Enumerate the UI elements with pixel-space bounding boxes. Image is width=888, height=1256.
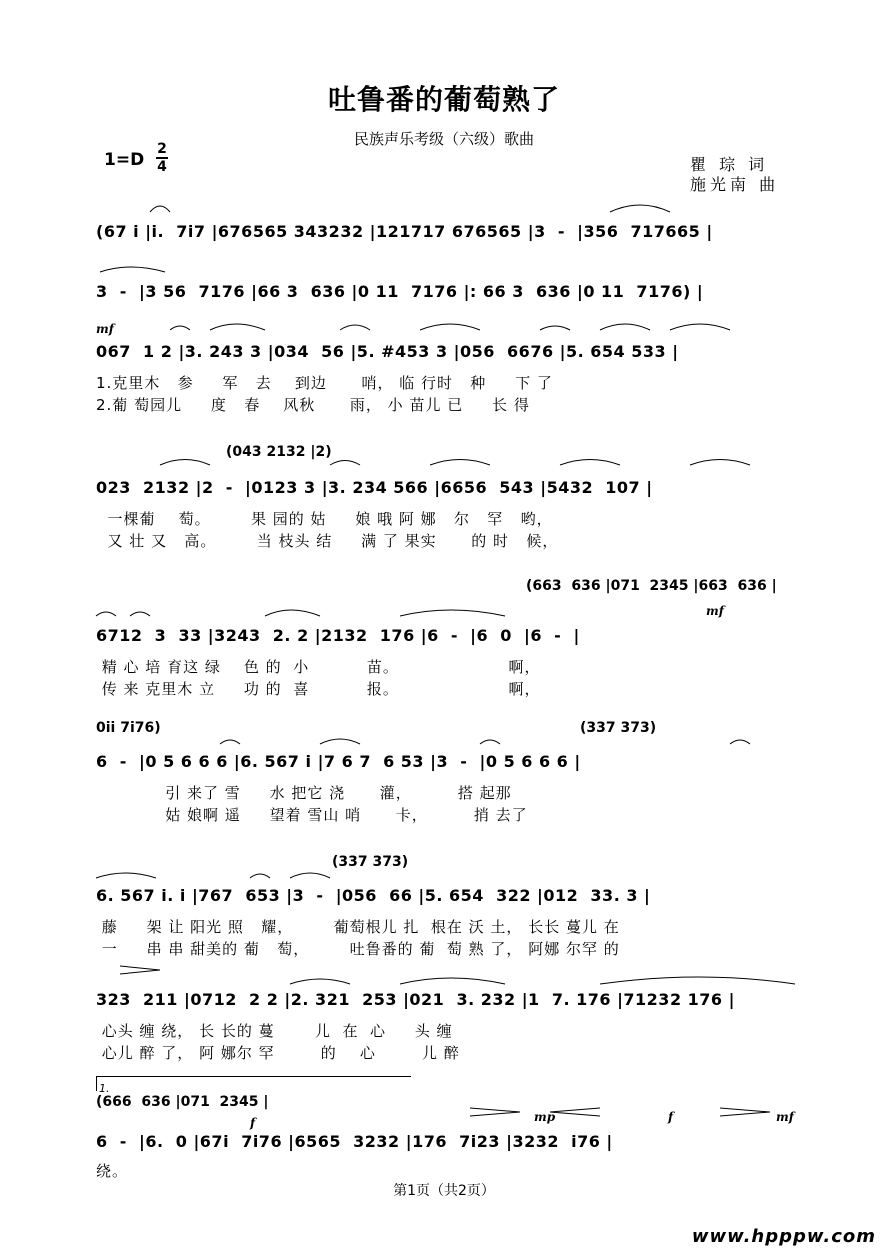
notation-line: 023 2132 |2 - |0123 3 |3. 234 566 |6656 543 |5432 107 | [96, 478, 653, 497]
lyric-verse-1: 精 心 培 育这 绿 色 的 小 苗。 啊， [96, 658, 541, 676]
notation-line: 6. 567 i. i |767 653 |3 - |056 66 |5. 654 322 |012 33. 3 | [96, 886, 651, 905]
interlude-notation: (337 373) [332, 854, 409, 870]
interlude-notation: (666 636 |071 2345 | [96, 1094, 269, 1110]
dynamic-marking-f: f [250, 1116, 256, 1130]
site-watermark: www.hpppw.com [691, 1226, 876, 1247]
lyric-verse-1: 引 来了 雪 水 把它 浇 灌， 搭 起那 [96, 784, 512, 802]
notation-line: 323 211 |0712 2 2 |2. 321 253 |021 3. 232 |1 7. 176 |71232 176 | [96, 990, 735, 1009]
notation-line: 6 - |6. 0 |67i 7i76 |6565 3232 |176 7i23 |3232 i76 | [96, 1132, 613, 1151]
dynamic-marking-f: f [668, 1110, 674, 1124]
interlude-notation: (043 2132 |2) [226, 444, 332, 460]
interlude-notation: 0ii 7i76) [96, 720, 161, 736]
meter-bottom: 4 [157, 159, 167, 175]
lyric-verse-1: 藤 架 让 阳光 照 耀， 葡萄根儿 扎 根在 沃 土， 长长 蔓儿 在 [96, 918, 620, 936]
song-subtitle: 民族声乐考级（六级）歌曲 [353, 130, 534, 148]
dynamic-marking-mp: mp [534, 1110, 556, 1124]
notation-line: (67 i |i. 7i7 |676565 343232 |121717 676565 |3 - |356 717665 | [96, 222, 713, 241]
lyric-verse-2: 2.葡 萄园儿 度 春 风秋 雨， 小 苗儿 已 长 得 [96, 396, 530, 414]
dynamic-marking: mf [706, 604, 724, 618]
meter-top: 2 [157, 141, 167, 157]
notation-line: 067 1 2 |3. 243 3 |034 56 |5. #453 3 |056 6676 |5. 654 533 | [96, 342, 679, 361]
dynamic-marking: mf [96, 322, 114, 336]
page-footer: 第1页（共2页） [393, 1183, 495, 1199]
composer-credit: 施光南 曲 [690, 175, 780, 194]
key-signature: 1=D [104, 150, 145, 170]
interlude-notation: (337 373) [580, 720, 657, 736]
lyric-verse-2: 一 串 串 甜美的 葡 萄， 吐鲁番的 葡 萄 熟 了， 阿娜 尔罕 的 [96, 940, 620, 958]
notation-line: 6712 3 33 |3243 2. 2 |2132 176 |6 - |6 0 |6 - | [96, 626, 580, 645]
dynamic-marking-mf: mf [776, 1110, 794, 1124]
lyric-verse-2: 传 来 克里木 立 功 的 喜 报。 啊， [96, 680, 541, 698]
notation-line: 3 - |3 56 7176 |66 3 636 |0 11 7176 |: 66 3 636 |0 11 7176) | [96, 282, 704, 301]
song-title: 吐鲁番的葡萄熟了 [327, 83, 560, 116]
lyric-verse-1: 一棵葡 萄。 果 园的 姑 娘 哦 阿 娜 尔 罕 哟， [96, 510, 553, 528]
lyric-verse-1: 心头 缠 绕， 长 长的 蔓 儿 在 心 头 缠 [96, 1022, 453, 1040]
lyric-verse-1: 绕。 [96, 1162, 129, 1180]
lyricist-credit: 瞿 琮 词 [690, 155, 769, 174]
interlude-notation: (663 636 |071 2345 |663 636 | [526, 578, 777, 594]
volta-label: 1. [99, 1082, 110, 1095]
lyric-verse-2: 姑 娘啊 遥 望着 雪山 哨 卡， 捎 去了 [96, 806, 528, 824]
lyric-verse-2: 心儿 醉 了， 阿 娜尔 罕 的 心 儿 醉 [96, 1044, 460, 1062]
lyric-verse-2: 又 壮 又 高。 当 枝头 结 满 了 果实 的 时 候， [96, 532, 559, 550]
lyric-verse-1: 1.克里木 参 军 去 到边 哨， 临 行时 种 下 了 [96, 374, 553, 392]
notation-line: 6 - |0 5 6 6 6 |6. 567 i |7 6 7 6 53 |3 - |0 5 6 6 6 | [96, 752, 581, 771]
